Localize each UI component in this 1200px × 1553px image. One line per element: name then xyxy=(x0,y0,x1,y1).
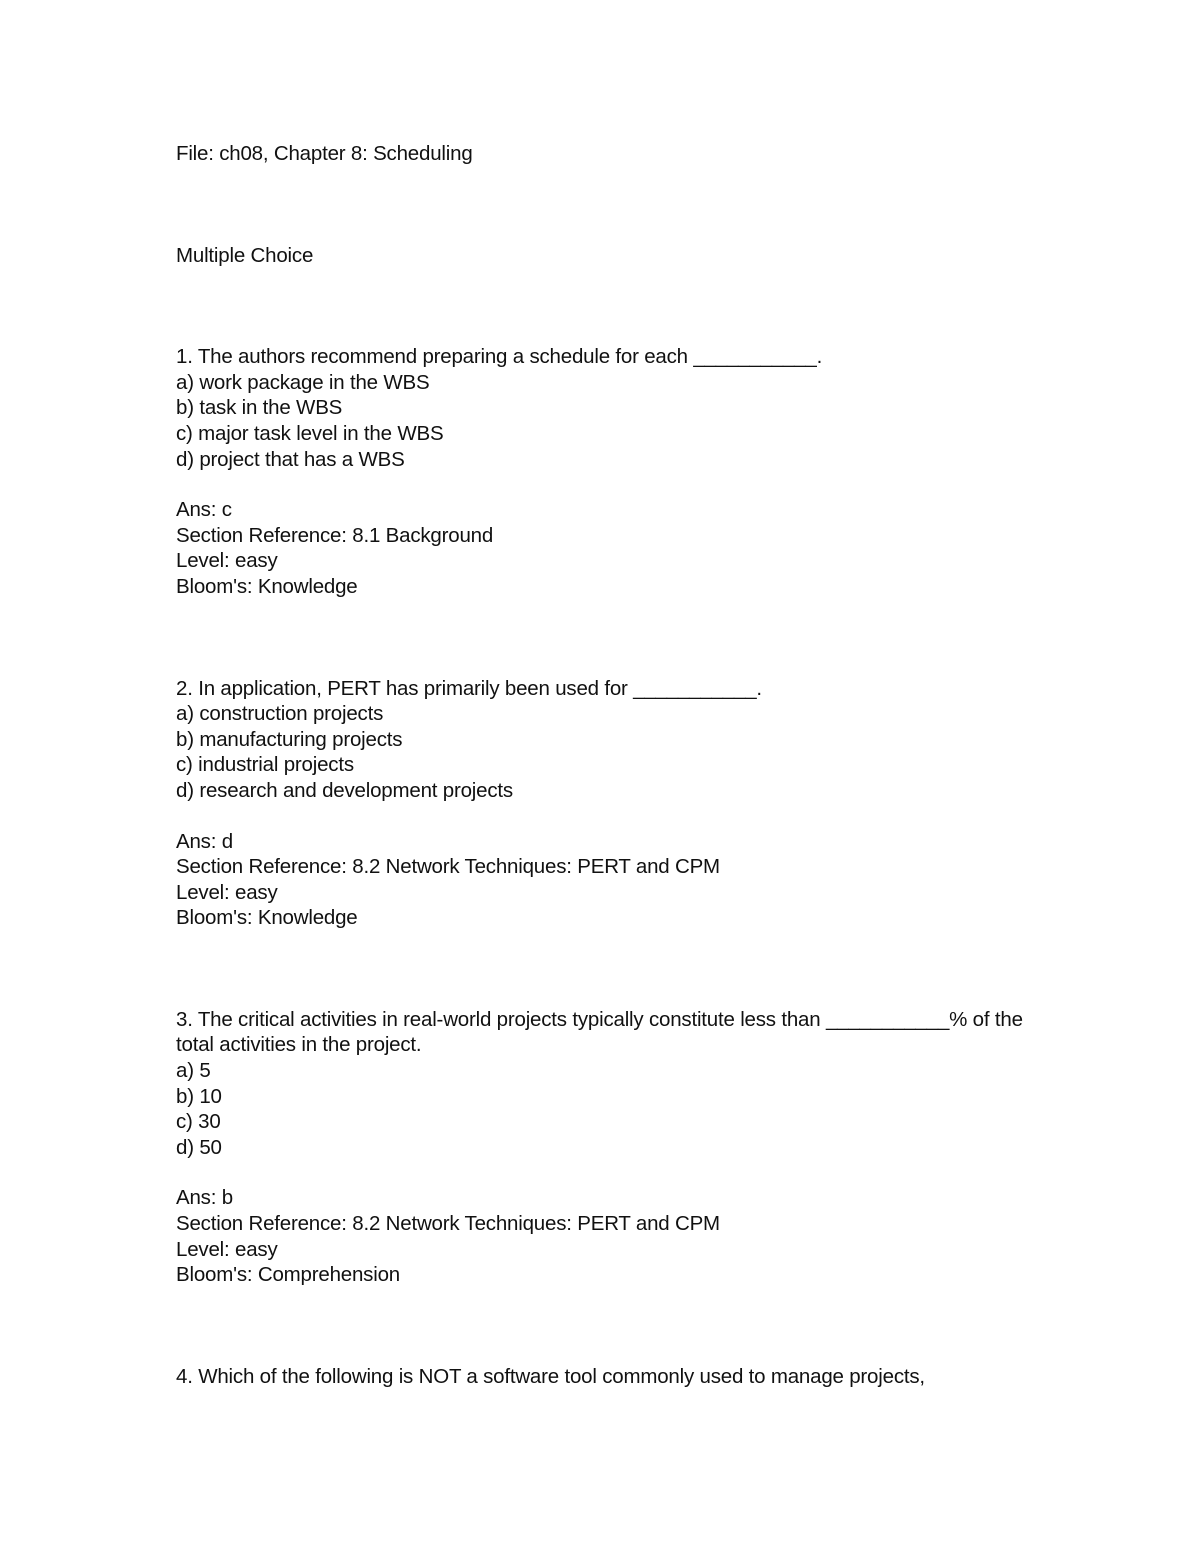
option-d: d) 50 xyxy=(176,1135,222,1159)
spacer xyxy=(176,600,1056,676)
option-b: b) task in the WBS xyxy=(176,396,343,420)
question-2 xyxy=(176,676,1056,931)
section-reference: Section Reference: 8.2 Network Techniques: PERT and CPM xyxy=(176,1212,720,1236)
spacer xyxy=(176,1160,1056,1185)
blooms: Bloom's: Comprehension xyxy=(176,1263,400,1287)
level: Level: easy xyxy=(176,549,278,573)
question-stem: 1. The authors recommend preparing a schedule for each ___________. xyxy=(176,345,823,369)
level: Level: easy xyxy=(176,880,278,904)
option-c: c) major task level in the WBS xyxy=(176,421,444,445)
answer: Ans: c xyxy=(176,498,232,522)
option-a: a) 5 xyxy=(176,1059,211,1083)
option-b: b) 10 xyxy=(176,1084,222,1108)
option-c: c) industrial projects xyxy=(176,753,354,777)
spacer xyxy=(176,167,1056,243)
option-b: b) manufacturing projects xyxy=(176,727,403,751)
level: Level: easy xyxy=(176,1237,278,1261)
file-title: File: ch08, Chapter 8: Scheduling xyxy=(176,142,473,165)
question-stem: 2. In application, PERT has primarily been used for ___________. xyxy=(176,676,762,700)
section-reference: Section Reference: 8.2 Network Techniques: PERT and CPM xyxy=(176,855,720,879)
question-4 xyxy=(176,1364,1056,1390)
section-reference: Section Reference: 8.1 Background xyxy=(176,523,494,547)
spacer xyxy=(176,1288,1056,1364)
option-d: d) project that has a WBS xyxy=(176,447,405,471)
question-stem: 3. The critical activities in real-world projects typically constitute less than ___________% of the total activities in the project. xyxy=(176,1007,1023,1057)
question-1 xyxy=(176,344,1056,599)
section-title: Multiple Choice xyxy=(176,243,314,267)
question-3 xyxy=(176,1007,1056,1288)
option-a: a) work package in the WBS xyxy=(176,370,430,394)
spacer xyxy=(176,268,1056,344)
option-d: d) research and development projects xyxy=(176,778,513,802)
answer: Ans: d xyxy=(176,829,233,853)
answer: Ans: b xyxy=(176,1186,233,1210)
question-stem: 4. Which of the following is NOT a software tool commonly used to manage projects, xyxy=(176,1364,925,1388)
document-content xyxy=(176,141,1056,1389)
spacer xyxy=(176,804,1056,829)
blooms: Bloom's: Knowledge xyxy=(176,574,358,598)
spacer xyxy=(176,931,1056,1007)
option-a: a) construction projects xyxy=(176,702,384,726)
blooms: Bloom's: Knowledge xyxy=(176,906,358,930)
option-c: c) 30 xyxy=(176,1110,221,1134)
spacer xyxy=(176,472,1056,497)
